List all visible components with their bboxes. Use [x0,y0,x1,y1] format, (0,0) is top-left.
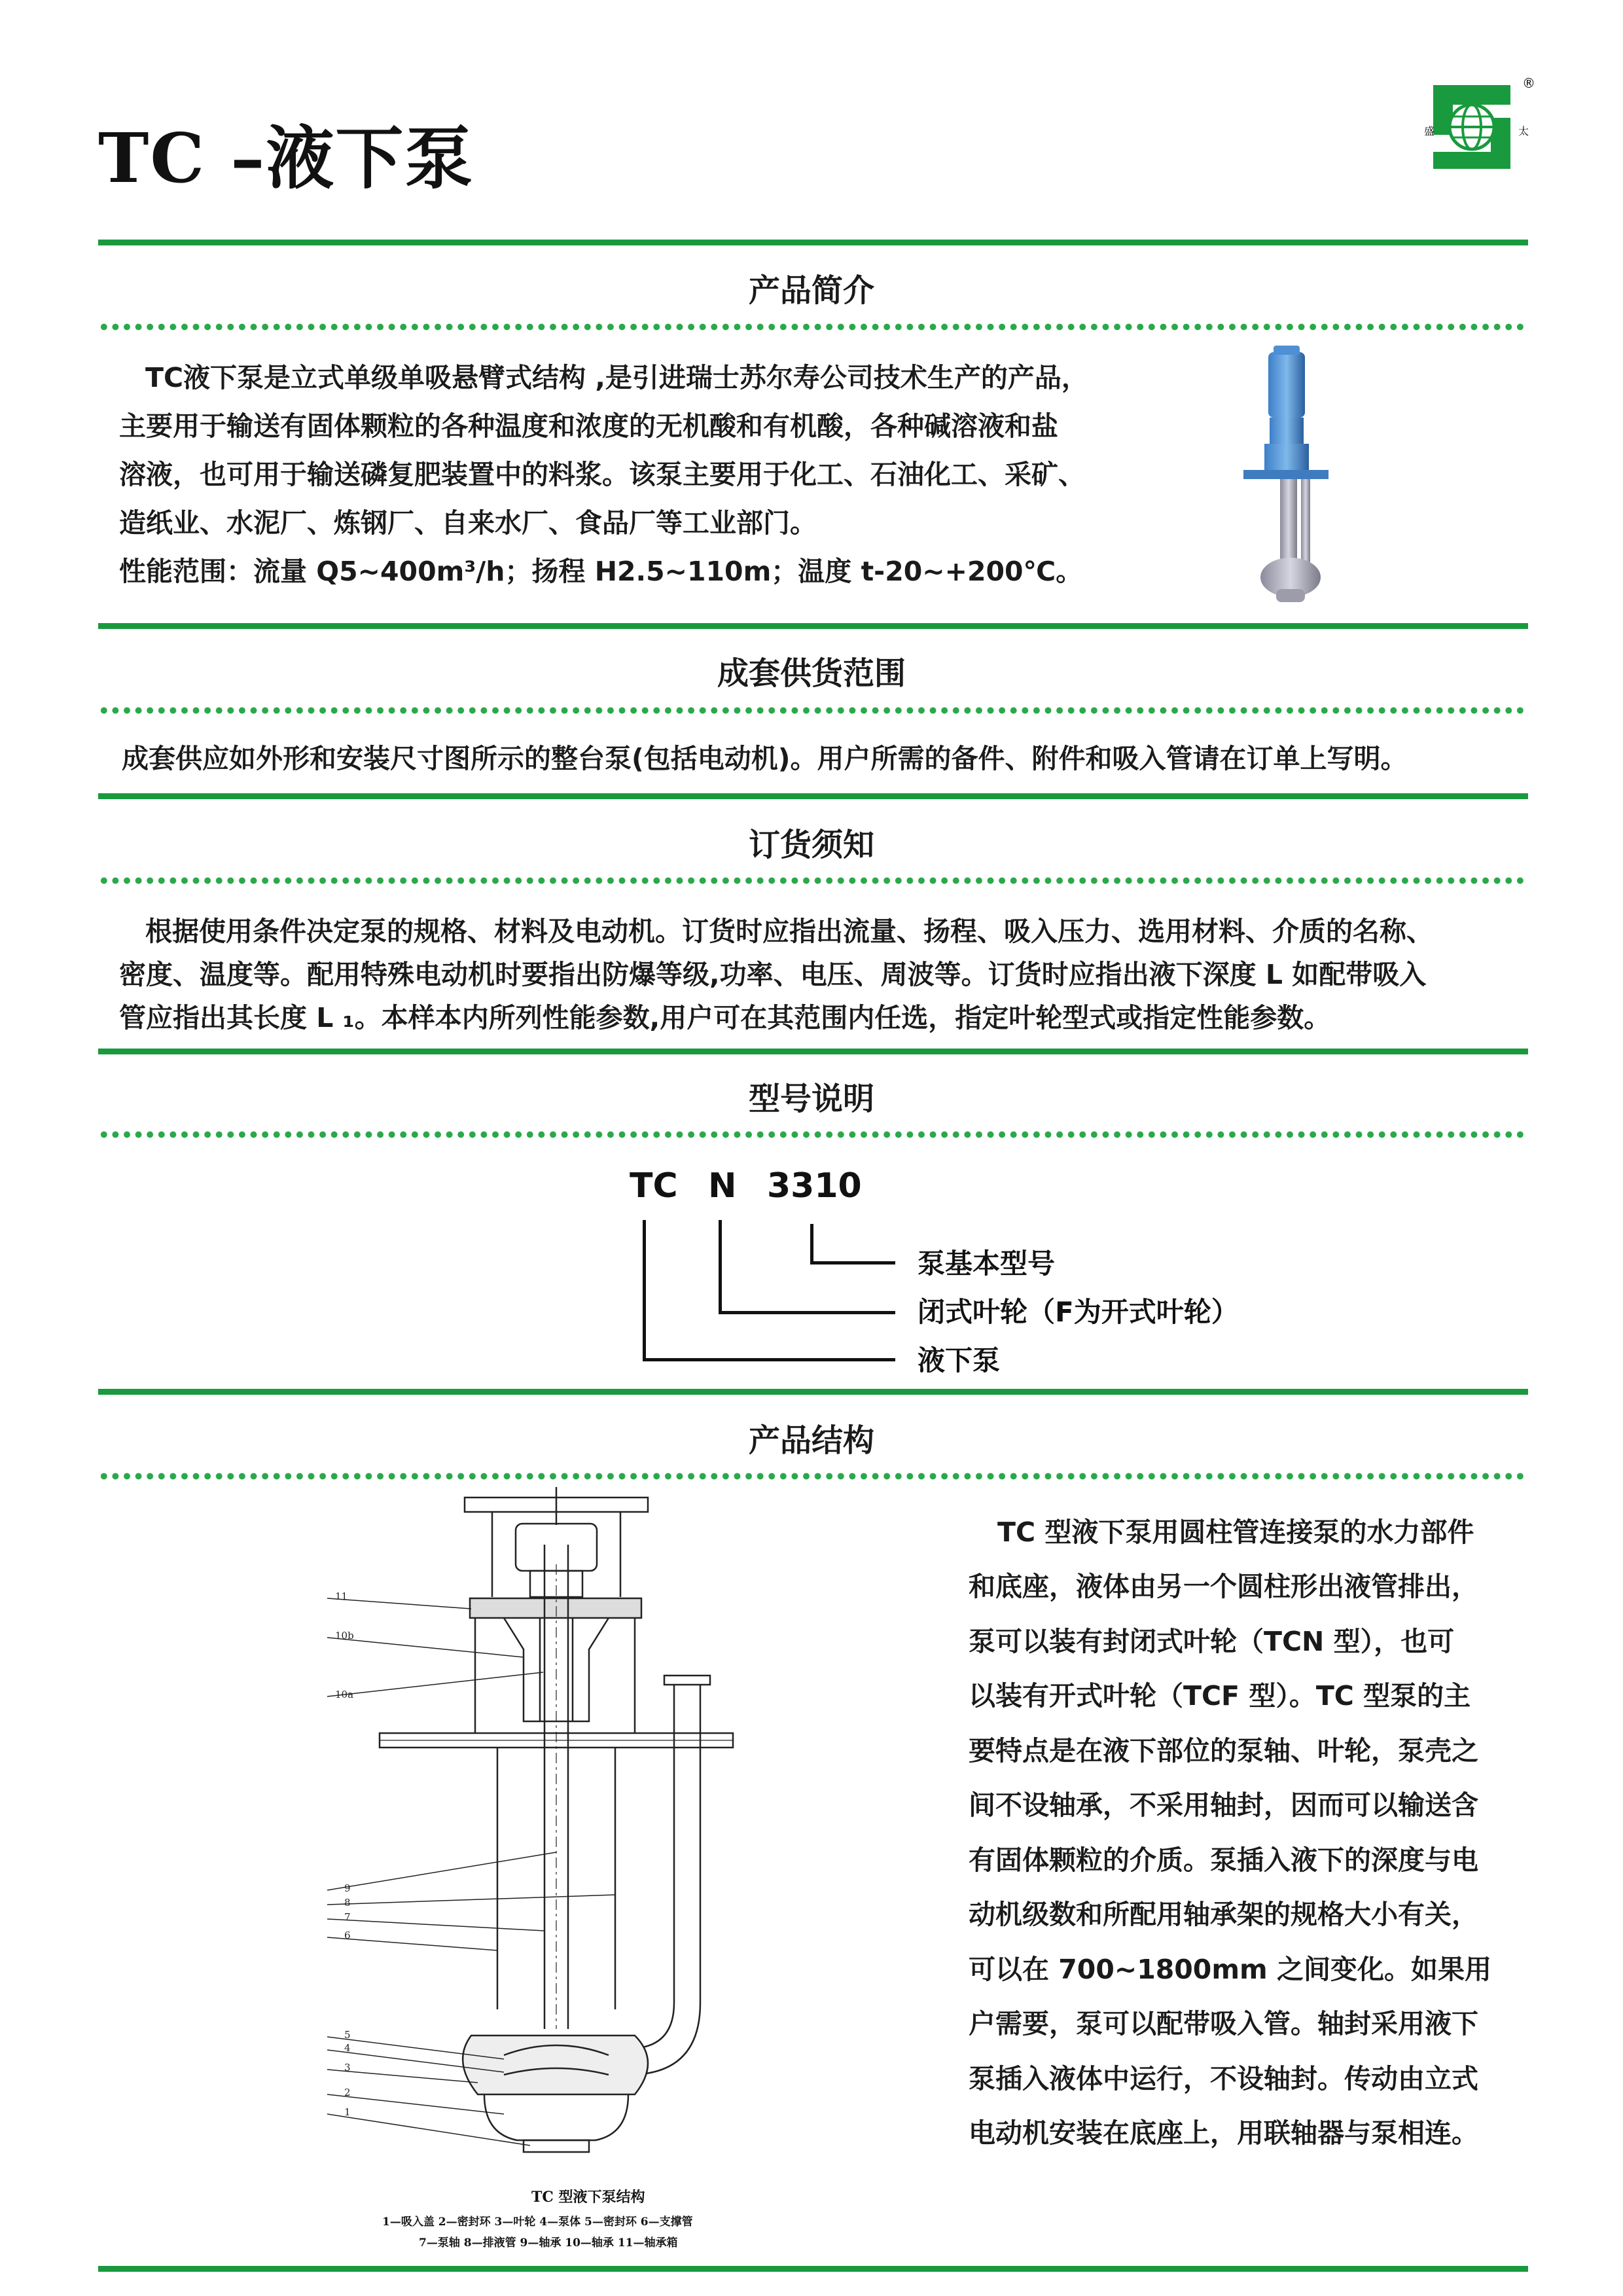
structure-line: 要特点是在液下部位的泵轴、叶轮，泵壳之 [969,1735,1478,1767]
model-connector-line [643,1358,895,1361]
supply-text: 成套供应如外形和安装尺寸图所示的整台泵(包括电动机)。用户所需的备件、附件和吸入管请在订单上写明。 [122,743,1408,774]
divider-dotted [98,707,1528,714]
callout-label: 10a [335,1689,354,1700]
model-label-impeller: 闭式叶轮（F为开式叶轮） [918,1296,1239,1328]
structure-line: 电动机安装在底座上，用联轴器与泵相连。 [969,2117,1478,2149]
registered-mark: ® [1522,75,1535,91]
section-title-supply: 成套供货范围 [717,655,906,692]
model-label-series: 液下泵 [918,1344,1001,1376]
company-logo [1420,71,1538,188]
structure-line: 和底座，液体由另一个圆柱形出液管排出， [969,1571,1478,1602]
divider-dotted [98,877,1528,884]
diagram-legend-line: 1—吸入盖 2—密封环 3—叶轮 4—泵体 5—密封环 6—支撑管 [382,2215,693,2229]
callout-label: 11 [335,1590,348,1602]
callout-label: 10b [335,1630,354,1641]
diagram-caption: TC 型液下泵结构 [531,2189,645,2206]
section-title-intro: 产品简介 [748,272,874,309]
intro-line: 主要用于输送有固体颗粒的各种温度和浓度的无机酸和有机酸，各种碱溶液和盐 [119,410,1058,442]
divider-solid [98,1049,1528,1054]
model-connector-line [719,1220,722,1314]
callout-label: 9 [344,1882,351,1894]
logo-right-char: 太 [1518,125,1529,137]
divider-solid [98,1389,1528,1395]
page-title: TC –液下泵 [98,118,474,198]
model-code-number: 3310 [767,1166,862,1206]
section-title-structure: 产品结构 [748,1422,874,1459]
divider-dotted [98,323,1528,331]
pump-structure-diagram [308,1486,883,2186]
structure-line: 泵可以装有封闭式叶轮（TCN 型），也可 [969,1626,1455,1657]
model-code-impeller: N [708,1166,737,1206]
model-label-basic: 泵基本型号 [918,1247,1056,1280]
callout-label: 5 [344,2029,351,2041]
model-code-series: TC [630,1166,678,1206]
callout-label: 2 [344,2087,351,2098]
structure-line: 户需要，泵可以配带吸入管。轴封采用液下 [969,2008,1478,2039]
divider-solid [98,793,1528,799]
intro-line: TC液下泵是立式单级单吸悬臂式结构 ,是引进瑞士苏尔寿公司技术生产的产品， [145,362,1088,393]
callout-label: 3 [344,2062,351,2073]
order-line: 密度、温度等。配用特殊电动机时要指出防爆等级,功率、电压、周波等。订货时应指出液下深度 L 如配带吸入 [119,959,1427,990]
callout-label: 7 [344,1911,351,1923]
model-connector-line [810,1224,813,1265]
structure-line: 可以在 700~1800mm 之间变化。如果用 [969,1954,1492,1985]
structure-line: 动机级数和所配用轴承架的规格大小有关， [969,1899,1478,1930]
callout-label: 4 [344,2042,351,2054]
model-connector-line [643,1220,646,1361]
divider-solid [98,623,1528,629]
pump-product-photo [1230,340,1387,615]
logo-left-char: 盛 [1424,125,1435,137]
order-line: 根据使用条件决定泵的规格、材料及电动机。订货时应指出流量、扬程、吸入压力、选用材料、介质的名称、 [145,916,1433,947]
divider-solid-footer [98,2266,1528,2272]
divider-dotted [98,1473,1528,1480]
structure-line: 间不设轴承，不采用轴封，因而可以输送含 [969,1789,1478,1821]
structure-line: 以装有开式叶轮（TCF 型）。TC 型泵的主 [969,1680,1471,1712]
model-connector-line [810,1261,895,1265]
section-title-model: 型号说明 [748,1081,874,1117]
divider-dotted [98,1131,1528,1138]
order-line: 管应指出其长度 L ₁。本样本内所列性能参数,用户可在其范围内任选，指定叶轮型式或指定性能参数。 [119,1002,1331,1033]
diagram-legend-line: 7—泵轴 8—排液管 9—轴承 10—轴承 11—轴承箱 [419,2236,678,2250]
intro-line: 溶液，也可用于输送磷复肥装置中的料浆。该泵主要用于化工、石油化工、采矿、 [119,459,1085,490]
model-connector-line [719,1311,895,1314]
section-title-order: 订货须知 [748,827,874,863]
structure-line: 泵插入液体中运行，不设轴封。传动由立式 [969,2063,1478,2094]
callout-label: 6 [344,1929,351,1941]
structure-line: 有固体颗粒的介质。泵插入液下的深度与电 [969,1844,1478,1876]
intro-line: 造纸业、水泥厂、炼钢厂、自来水厂、食品厂等工业部门。 [119,507,817,539]
callout-label: 1 [344,2106,351,2118]
intro-line: 性能范围：流量 Q5~400m³/h；扬程 H2.5~110m；温度 t-20~+200℃。 [119,556,1083,587]
callout-label: 8 [344,1897,351,1909]
structure-line: TC 型液下泵用圆柱管连接泵的水力部件 [997,1516,1474,1548]
divider-solid [98,240,1528,245]
